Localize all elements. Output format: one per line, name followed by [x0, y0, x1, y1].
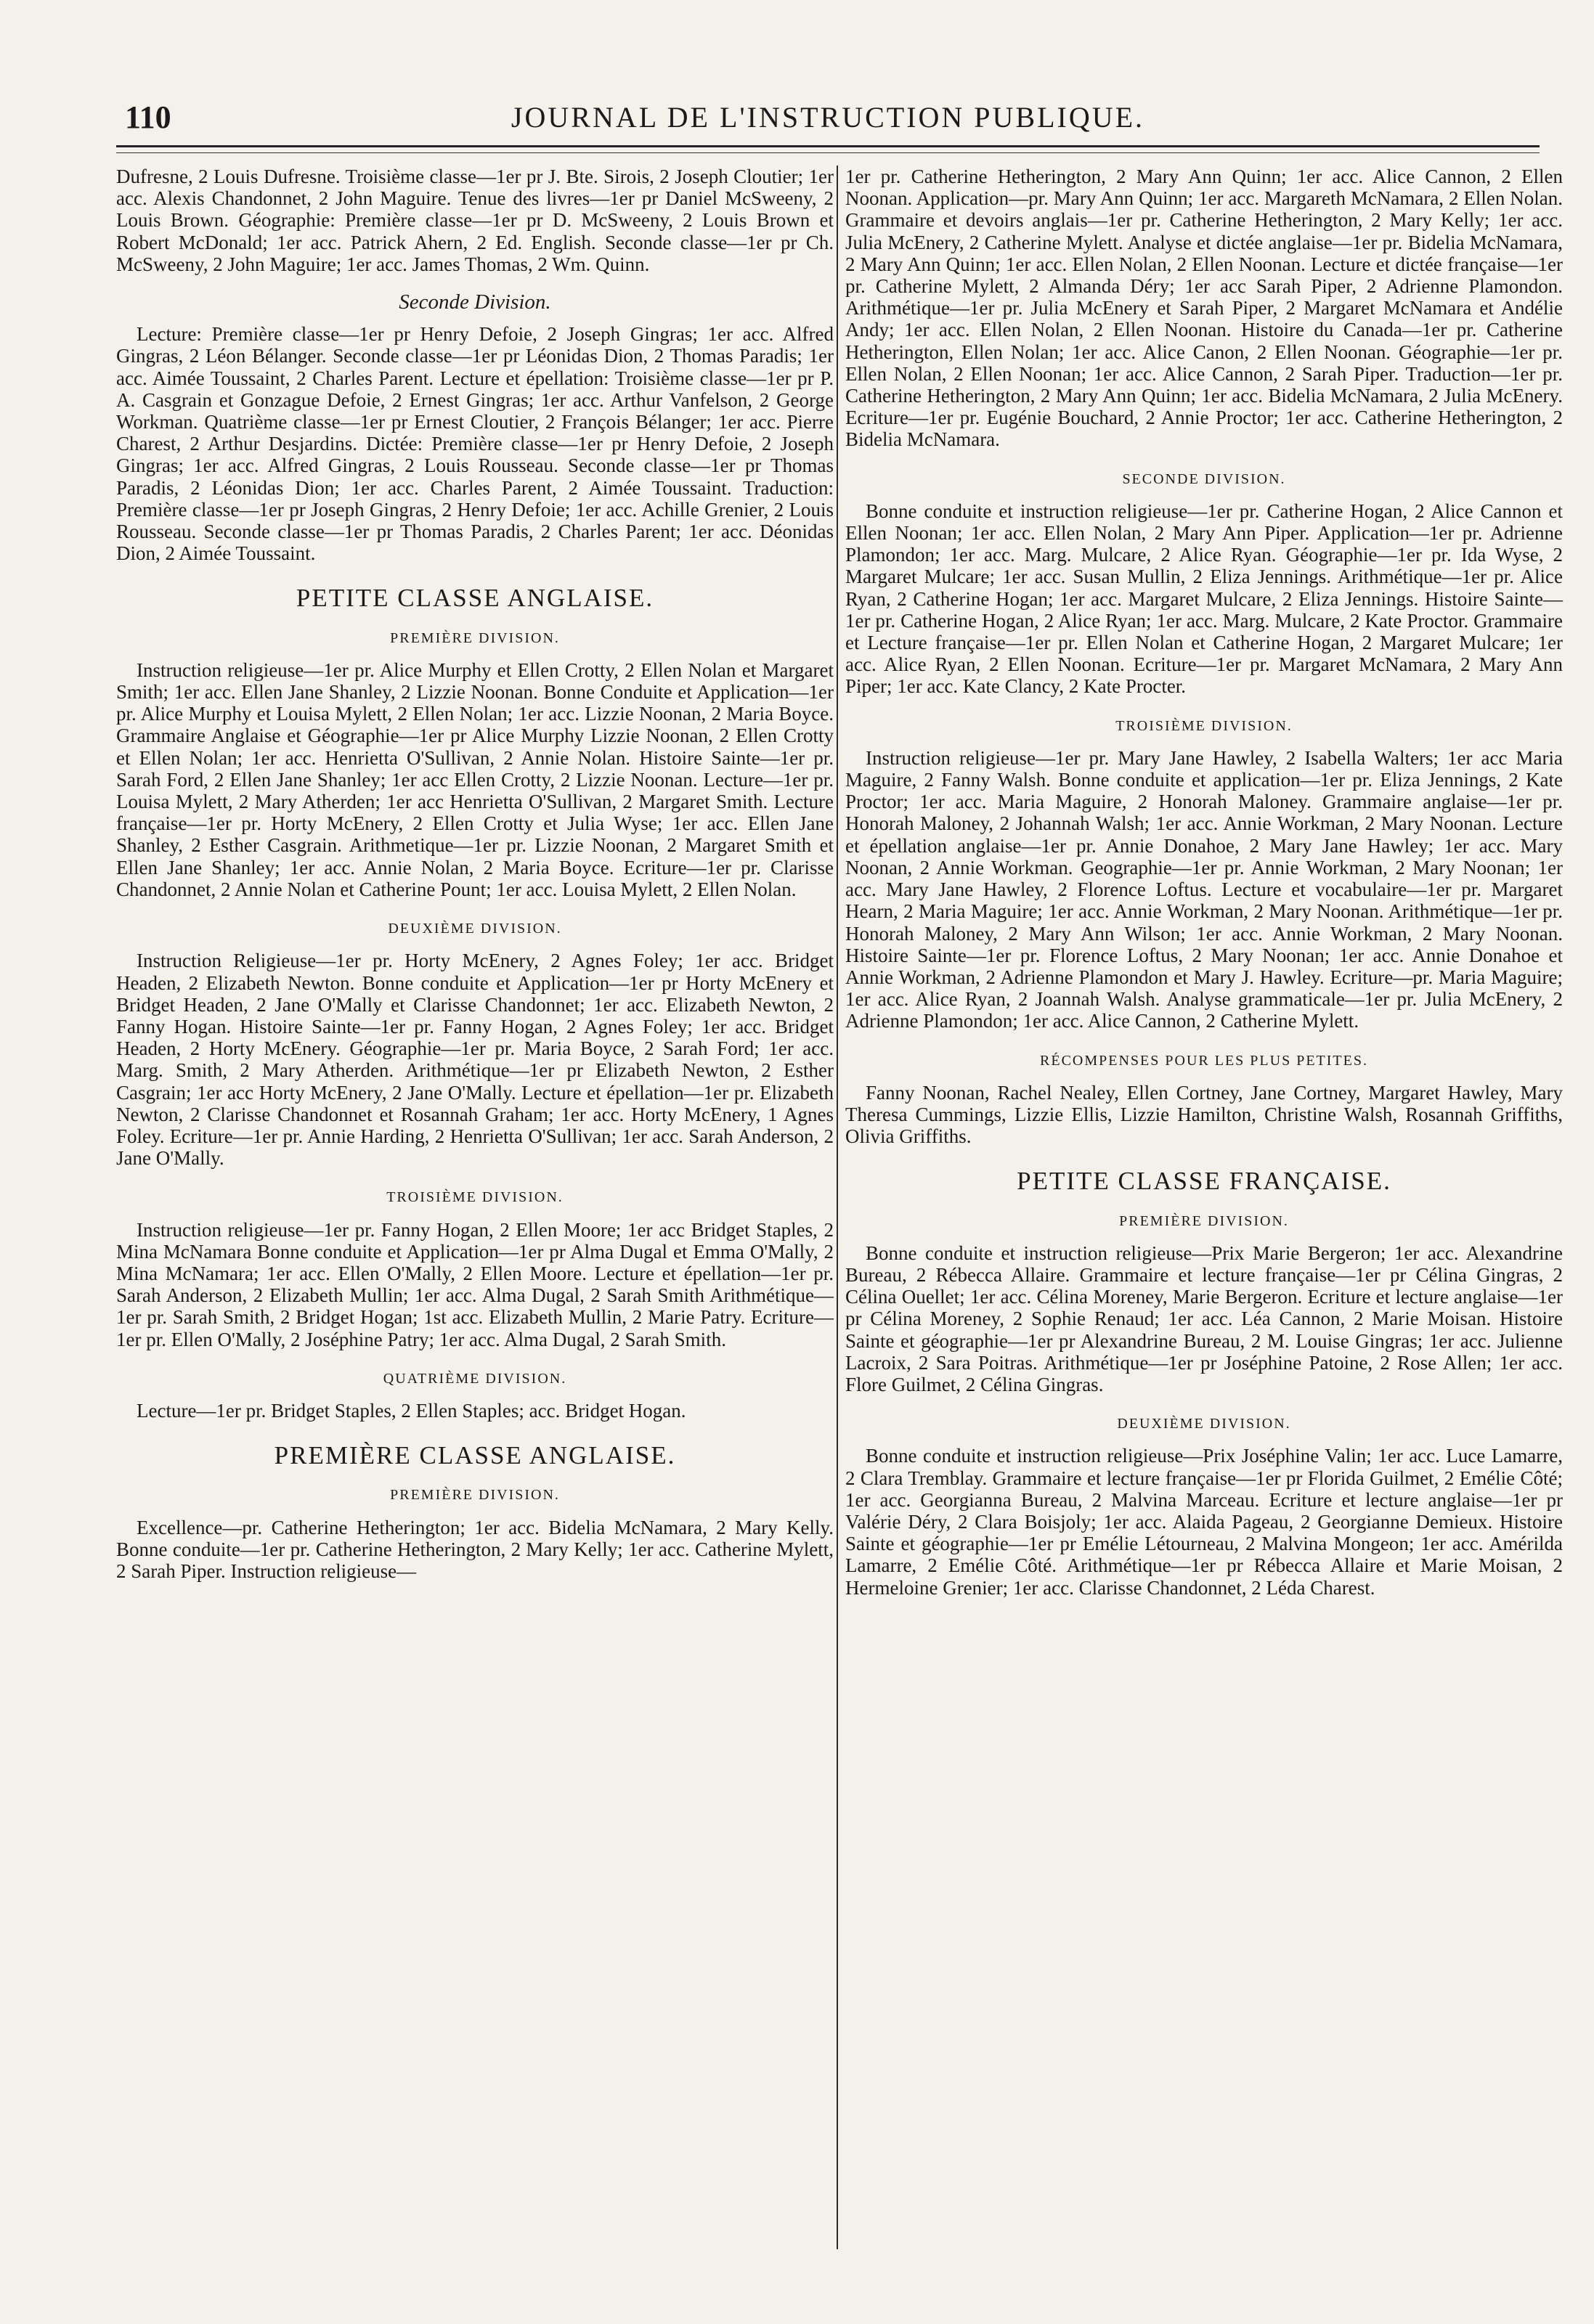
paragraph: Excellence—pr. Catherine Hetherington; 1er acc. Bidelia McNamara, 2 Mary Kelly. Bonne conduite—1er pr. Catherine Hetherington, 2 Mary Kelly; 1er acc. Catherine Mylett, 2 Sarah Piper. Instruction religieuse— — [116, 1516, 834, 1582]
paragraph: Instruction religieuse—1er pr. Fanny Hogan, 2 Ellen Moore; 1er acc Bridget Staples, 2 Mina McNamara Bonne conduite et Application—1er pr Alma Dugal et Emma O'Mally, 2 Mina McNamara; 1er acc. Ellen O'Mally, 2 Ellen Moore. Lecture et épellation—1er pr. Sarah Anderson, 2 Elizabeth Mullin; 1er acc. Alma Dugal, 2 Sarah Smith Arithmétique—1er pr. Sarah Smith, 2 Bridget Hogan; 1st acc. Elizabeth Mullin, 2 Marie Patry. Ecriture—1er pr. Ellen O'Mally, 2 Joséphine Patry; 1er acc. Alma Dugal, 2 Sarah Smith. — [116, 1218, 834, 1350]
paragraph: Instruction Religieuse—1er pr. Horty McEnery, 2 Agnes Foley; 1er acc. Bridget Headen, 2 Elizabeth Newton. Bonne conduite et Application—1er pr Horty McEnery et Bridget Headen, 2 Jane O'Mally et Clarisse Chandonnet; 1er acc. Elizabeth Newton, 2 Fanny Hogan. Histoire Sainte—1er pr. Fanny Hogan, 2 Agnes Foley; 1er acc. Bridget Headen, 2 Horty McEnery. Géographie—1er pr. Maria Boyce, 2 Sarah Ford; 1er acc. Marg. Smith, 2 Mary Atherden. Arithmétique—1er pr Elizabeth Newton, 2 Esther Casgrain; 1er acc Horty McEnery, 2 Jane O'Mally. Lecture et épellation—1er pr. Elizabeth Newton, 2 Clarisse Chandonnet et Rosannah Graham; 1er acc. Horty McEnery, 1 Agnes Foley. Ecriture—1er pr. Annie Harding, 2 Henrietta O'Sullivan; 1er acc. Sarah Anderson, 2 Jane O'Mally. — [116, 950, 834, 1170]
paragraph: Lecture: Première classe—1er pr Henry Defoie, 2 Joseph Gingras; 1er acc. Alfred Gingras, 2 Léon Bélanger. Seconde classe—1er pr Léonidas Dion, 2 Thomas Paradis; 1er acc. Aimée Toussaint, 2 Charles Parent. Lecture et épellation: Troisième classe—1er pr P. A. Casgrain et Gonzague Defoie, 2 Ernest Gingras; 1er acc. Arthur Vanfelson, 2 George Workman. Quatrième classe—1er pr Ernest Cloutier, 2 François Bélanger; 1er acc. Pierre Charest, 2 Arthur Desjardins. Dictée: Première classe—1er pr Henry Defoie, 2 Joseph Gingras; 1er acc. Alfred Gingras, 2 Louis Rousseau. Seconde classe—1er pr Thomas Paradis, 2 Léonidas Dion; 1er acc. Charles Parent, 2 Aimée Toussaint. Traduction: Première classe—1er pr Joseph Gingras, 2 Henry Defoie; 1er acc. Achille Grenier, 2 Louis Rousseau. Seconde classe—1er pr Thomas Paradis, 2 Charles Parent; 1er acc. Déonidas Dion, 2 Aimée Toussaint. — [116, 323, 834, 565]
section-heading: PREMIÈRE CLASSE ANGLAISE. — [274, 1441, 676, 1470]
subsection-heading: PREMIÈRE DIVISION. — [390, 629, 560, 646]
page-header — [116, 94, 1540, 138]
section-heading: Seconde Division. — [399, 290, 551, 314]
paragraph: Lecture—1er pr. Bridget Staples, 2 Ellen Staples; acc. Bridget Hogan. — [137, 1399, 686, 1422]
paragraph: Instruction religieuse—1er pr. Mary Jane Hawley, 2 Isabella Walters; 1er acc Maria Maguire, 2 Fanny Walsh. Bonne conduite et application—1er pr. Eliza Jennings, 2 Kate Proctor; 1er acc. Maria Maguire, 2 Honorah Maloney. Grammaire anglaise—1er pr. Honorah Maloney, 2 Johannah Walsh; 1er acc. Annie Workman, 2 Mary Noonan. Lecture et épellation anglaise—1er pr. Annie Donahoe, 2 Mary Jane Hawley; 1er acc. Mary Noonan, 2 Annie Workman. Geographie—1er pr. Annie Workman, 2 Mary Noonan; 1er acc. Mary Jane Hawley, 2 Florence Loftus. Lecture et vocabulaire—1er pr. Margaret Hearn, 2 Maria Maguire; 1er acc. Annie Workman, 2 Mary Noonan. Arithmétique—1er pr. Honorah Maloney, 2 Mary Ann Wilson; 1er acc. Annie Workman, 2 Mary Noonan. Histoire Sainte—1er pr. Florence Loftus, 2 Mary Noonan; 1er acc. Annie Donahoe et Annie Workman, 2 Adrienne Plamondon et Mary J. Hawley. Ecriture—pr. Maria Maguire; 1er acc. Alice Ryan, 2 Joannah Walsh. Analyse grammaticale—1er pr. Julia McEnery, 2 Adrienne Plamondon; 1er acc. Alice Cannon, 2 Catherine Mylett. — [845, 746, 1563, 1032]
subsection-heading: PREMIÈRE DIVISION. — [390, 1487, 560, 1504]
subsection-heading: TROISIÈME DIVISION. — [1115, 717, 1293, 734]
paragraph: 1er pr. Catherine Hetherington, 2 Mary Ann Quinn; 1er acc. Alice Cannon, 2 Ellen Noonan. Application—pr. Mary Ann Quinn; 1er acc. Margareth McNamara, 2 Ellen Nolan. Grammaire et devoirs anglais—1er pr. Catherine Hetherington, 2 Mary Kelly; 1er acc. Julia McEnery, 2 Catherine Mylett. Analyse et dictée anglaise—1er pr. Bidelia McNamara, 2 Mary Ann Quinn; 1er acc. Ellen Nolan, 2 Ellen Noonan. Lecture et dictée française—1er pr. Catherine Mylett, 2 Almanda Déry; 1er acc Sarah Piper, 2 Adrienne Plamondon. Arithmétique—1er pr. Julia McEnery et Sarah Piper, 2 Margaret McNamara et Andélie Andy; 1er acc. Ellen Nolan, 2 Ellen Noonan. Histoire du Canada—1er pr. Catherine Hetherington, Ellen Nolan; 1er acc. Alice Canon, 2 Ellen Noonan. Géographie—1er pr. Ellen Nolan, 2 Ellen Noonan; 1er acc. Alice Cannon, 2 Sarah Piper. Traduction—1er pr. Catherine Hetherington, 2 Mary Ann Quinn; 1er acc. Bidelia McNamara, 2 Julia McEnery. Ecriture—1er pr. Eugénie Bouchard, 2 Annie Proctor; 1er acc. Catherine Hetherington, 2 Bidelia McNamara. — [845, 166, 1563, 451]
paragraph: Dufresne, 2 Louis Dufresne. Troisième classe—1er pr J. Bte. Sirois, 2 Joseph Cloutier; 1er acc. Alexis Chandonnet, 2 John Maguire. Tenue des livres—1er pr Daniel McSweeny, 2 Louis Brown. Géographie: Première classe—1er pr D. McSweeny, 2 Louis Brown et Robert McDonald; 1er acc. Patrick Ahern, 2 Ed. English. Seconde classe—1er pr Ch. McSweeny, 2 John Maguire; 1er acc. James Thomas, 2 Wm. Quinn. — [116, 166, 834, 275]
paragraph: Bonne conduite et instruction religieuse—1er pr. Catherine Hogan, 2 Alice Cannon et Ellen Noonan; 1er acc. Ellen Nolan, 2 Mary Ann Piper. Application—1er pr. Adrienne Plamondon; 1er acc. Marg. Mulcare, 2 Alice Ryan. Géographie—1er pr. Ida Wyse, 2 Margaret Mulcare; 1er acc. Susan Mullin, 2 Eliza Jennings. Arithmétique—1er pr. Alice Ryan, 2 Catherine Hogan; 1er acc. Margaret Mulcare, 2 Eliza Jennings. Histoire Sainte—1er pr. Catherine Hogan, 2 Alice Ryan; 1er acc. Marg. Mulcare, 2 Kate Proctor. Grammaire et Lecture française—1er pr. Ellen Nolan et Catherine Hogan, 2 Margaret Mulcare; 1er acc. Alice Ryan, 2 Ellen Noonan. Ecriture—1er pr. Margaret McNamara, 2 Mary Ann Piper; 1er acc. Kate Clancy, 2 Kate Procter. — [845, 500, 1563, 698]
subsection-heading: PREMIÈRE DIVISION. — [1119, 1212, 1289, 1229]
section-heading: PETITE CLASSE FRANÇAISE. — [1017, 1167, 1391, 1196]
section-heading: PETITE CLASSE ANGLAISE. — [296, 584, 654, 613]
header-rule — [116, 145, 1540, 147]
running-title: JOURNAL DE L'INSTRUCTION PUBLIQUE. — [511, 101, 1145, 134]
subsection-heading: SECONDE DIVISION. — [1122, 470, 1286, 487]
paragraph: Fanny Noonan, Rachel Nealey, Ellen Cortney, Jane Cortney, Margaret Hawley, Mary Theresa Cummings, Lizzie Ellis, Lizzie Hamilton, Christine Walsh, Rosannah Griffiths, Olivia Griffiths. — [845, 1081, 1563, 1148]
subsection-heading: RÉCOMPENSES POUR LES PLUS PETITES. — [1040, 1052, 1368, 1069]
paragraph: Bonne conduite et instruction religieuse—Prix Marie Bergeron; 1er acc. Alexandrine Bureau, 2 Rébecca Allaire. Grammaire et lecture française—1er pr Célina Gingras, 2 Célina Ouellet; 1er acc. Célina Moreney, Marie Bergeron. Ecriture et lecture anglaise—1er pr Célina Moreney, 2 Sophie Renaud; 1er acc. Léa Cannon, 2 Marie Moisan. Histoire Sainte et géographie—1er pr Alexandrine Bureau, 2 M. Louise Gingras; 1er acc. Julienne Lacroix, 2 Sara Poitras. Arithmétique—1er pr Joséphine Patoine, 2 Rose Allen; 1er acc. Flore Guilmet, 2 Célina Gingras. — [845, 1241, 1563, 1395]
paragraph: Bonne conduite et instruction religieuse—Prix Joséphine Valin; 1er acc. Luce Lamarre, 2 Clara Tremblay. Grammaire et lecture française—1er pr Florida Guilmet, 2 Emélie Côté; 1er acc. Georgianna Bureau, 2 Malvina Marceau. Ecriture et lecture anglaise—1er pr Valérie Déry, 2 Clara Boisjoly; 1er acc. Alaida Pageau, 2 Georgianne Demieux. Histoire Sainte et géographie—1er pr Emélie Létourneau, 2 Malvina Mongeon; 1er acc. Amérilda Lamarre, 2 Emélie Côté. Arithmétique—1er pr Rébecca Allaire et Marie Moisan, 2 Hermeloine Grenier; 1er acc. Clarisse Chandonnet, 2 Léda Charest. — [845, 1445, 1563, 1599]
left-column — [116, 166, 834, 1583]
subsection-heading: TROISIÈME DIVISION. — [386, 1189, 564, 1206]
right-column — [845, 166, 1563, 1600]
paragraph: Instruction religieuse—1er pr. Alice Murphy et Ellen Crotty, 2 Ellen Nolan et Margaret Smith; 1er acc. Ellen Jane Shanley, 2 Lizzie Noonan. Bonne Conduite et Application—1er pr. Alice Murphy et Louisa Mylett, 2 Ellen Nolan; 1er acc. Lizzie Noonan, 2 Maria Boyce. Grammaire Anglaise et Géographie—1er pr Alice Murphy Lizzie Noonan, 2 Ellen Crotty et Ellen Nolan; 1er acc. Henrietta O'Sullivan, 2 Annie Nolan. Histoire Sainte—1er pr. Sarah Ford, 2 Ellen Jane Shanley; 1er acc Ellen Crotty, 2 Lizzie Noonan. Lecture—1er pr. Louisa Mylett, 2 Mary Atherden; 1er acc Henrietta O'Sullivan, 2 Margaret Smith. Lecture française—1er pr. Horty McEnery, 2 Ellen Crotty et Julia Wyse; 1er acc. Ellen Jane Shanley, 2 Esther Casgrain. Arithmetique—1er pr. Lizzie Noonan, 2 Margaret Smith et Ellen Jane Shanley; 1er acc. Annie Nolan, 2 Maria Boyce. Ecriture—1er pr. Clarisse Chandonnet, 2 Annie Nolan et Catherine Pount; 1er acc. Louisa Mylett, 2 Ellen Nolan. — [116, 659, 834, 900]
subsection-heading: DEUXIÈME DIVISION. — [1117, 1416, 1291, 1432]
header-rule-thin — [116, 152, 1540, 153]
page-number: 110 — [125, 99, 171, 135]
subsection-heading: QUATRIÈME DIVISION. — [383, 1370, 567, 1387]
subsection-heading: DEUXIÈME DIVISION. — [388, 921, 562, 937]
column-divider — [837, 166, 838, 2249]
